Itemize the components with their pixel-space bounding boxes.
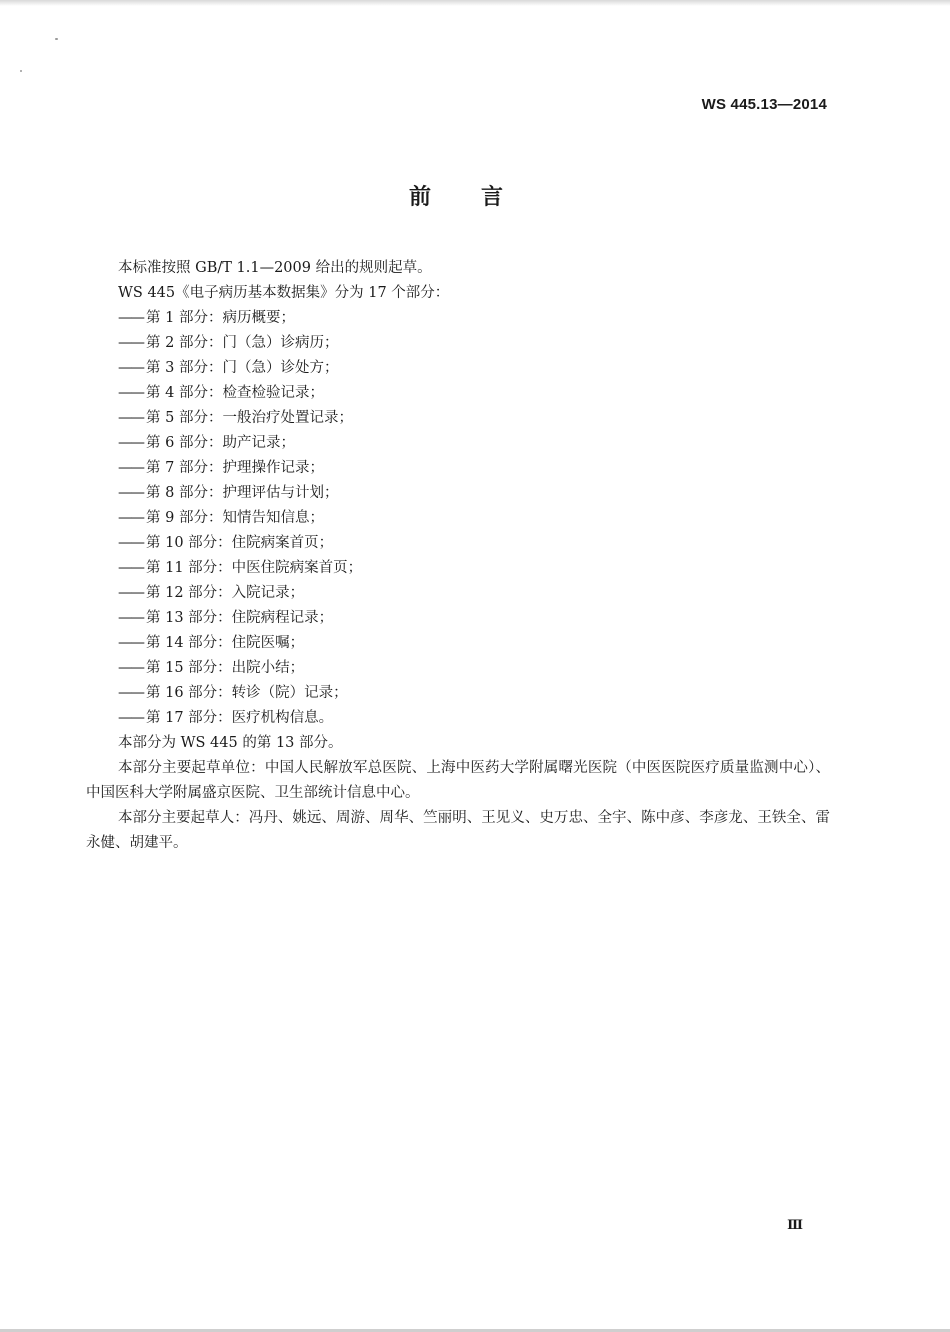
list-item	[86, 581, 830, 606]
list-item-text: 第 4 部分：检查检验记录；	[146, 385, 324, 401]
list-item-text: 第 16 部分：转诊（院）记录；	[146, 685, 348, 701]
list-dash: ——	[118, 385, 143, 401]
drafters-paragraph: 本部分主要起草人：冯丹、姚远、周游、周华、竺丽明、王见义、史万忠、全宇、陈中彦、李彦龙、王铁全、雷永健、胡建平。	[86, 810, 830, 851]
list-dash: ——	[118, 460, 143, 476]
list-dash: ——	[118, 585, 143, 601]
list-item	[86, 406, 830, 431]
list-item	[86, 656, 830, 681]
this-part-paragraph: 本部分为 WS 445 的第 13 部分。	[118, 735, 343, 751]
list-item-text: 第 8 部分：护理评估与计划；	[146, 485, 339, 501]
list-item-text: 第 10 部分：住院病案首页；	[146, 535, 334, 551]
parts-statement-paragraph: WS 445《电子病历基本数据集》分为 17 个部分：	[118, 285, 450, 301]
list-dash: ——	[118, 710, 143, 726]
list-item-text: 第 11 部分：中医住院病案首页；	[146, 560, 363, 576]
page-title: 前言	[408, 185, 553, 210]
list-item	[86, 306, 830, 331]
list-dash: ——	[118, 535, 143, 551]
list-item	[86, 356, 830, 381]
list-dash: ——	[118, 635, 143, 651]
list-item-text: 第 17 部分：医疗机构信息。	[146, 710, 334, 726]
list-item	[86, 381, 830, 406]
list-item-text: 第 3 部分：门（急）诊处方；	[146, 360, 339, 376]
list-item-text: 第 9 部分：知情告知信息；	[146, 510, 324, 526]
list-item	[86, 681, 830, 706]
list-dash: ——	[118, 360, 143, 376]
list-dash: ——	[118, 560, 143, 576]
list-dash: ——	[118, 410, 143, 426]
list-dash: ——	[118, 685, 143, 701]
list-item	[86, 606, 830, 631]
list-dash: ——	[118, 485, 143, 501]
list-item	[86, 706, 830, 731]
list-item	[86, 456, 830, 481]
list-item-text: 第 5 部分：一般治疗处置记录；	[146, 410, 353, 426]
list-dash: ——	[118, 335, 143, 351]
list-item-text: 第 6 部分：助产记录；	[146, 435, 295, 451]
list-item-text: 第 1 部分：病历概要；	[146, 310, 295, 326]
list-dash: ——	[118, 610, 143, 626]
list-item	[86, 631, 830, 656]
list-item-text: 第 2 部分：门（急）诊病历；	[146, 335, 339, 351]
list-item-text: 第 7 部分：护理操作记录；	[146, 460, 324, 476]
drafting-rule-paragraph: 本标准按照 GB/T 1.1—2009 给出的规则起草。	[118, 260, 432, 276]
list-item	[86, 431, 830, 456]
list-item-text: 第 13 部分：住院病程记录；	[146, 610, 334, 626]
list-dash: ——	[118, 510, 143, 526]
list-item	[86, 331, 830, 356]
scan-top-edge	[0, 0, 950, 6]
list-item-text: 第 12 部分：入院记录；	[146, 585, 305, 601]
drafting-units-paragraph: 本部分主要起草单位：中国人民解放军总医院、上海中医药大学附属曙光医院（中医医院医疗质量监测中心）、中国医科大学附属盛京医院、卫生部统计信息中心。	[86, 760, 830, 801]
list-item	[86, 481, 830, 506]
list-item-text: 第 15 部分：出院小结；	[146, 660, 305, 676]
list-item	[86, 506, 830, 531]
scan-speck	[20, 70, 22, 72]
list-item-text: 第 14 部分：住院医嘱；	[146, 635, 305, 651]
scan-speck	[55, 38, 58, 40]
document-code: WS 445.13—2014	[701, 96, 827, 113]
foreword-body	[86, 256, 830, 856]
list-dash: ——	[118, 435, 143, 451]
list-item	[86, 531, 830, 556]
page-number: Ⅲ	[787, 1218, 803, 1233]
list-dash: ——	[118, 660, 143, 676]
parts-list	[86, 306, 830, 731]
list-dash: ——	[118, 310, 143, 326]
list-item	[86, 556, 830, 581]
